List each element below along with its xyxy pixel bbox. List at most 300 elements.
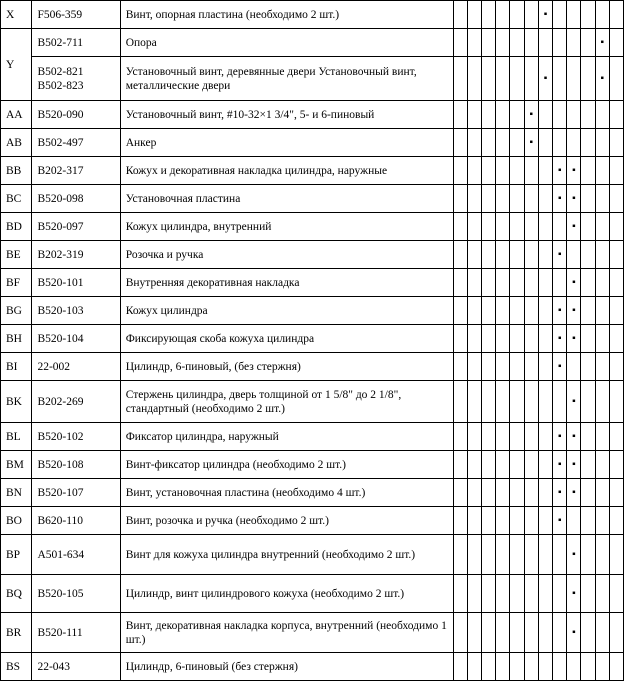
part-description: Розочка и ручка [120,241,453,269]
mark-cell [453,269,467,297]
mark-cell [567,353,581,381]
mark-cell [552,269,566,297]
mark-cell [524,575,538,613]
bullet-mark-icon: ▪ [557,458,562,470]
mark-cell [453,29,467,57]
bullet-mark-icon: ▪ [572,332,576,344]
mark-cell [467,185,481,213]
mark-cell [481,613,495,653]
mark-cell [567,57,581,101]
mark-cell [552,157,566,185]
item-letter: BR [1,613,32,653]
mark-cell [467,613,481,653]
mark-cell [510,535,524,575]
mark-cell [481,653,495,681]
mark-cell [481,535,495,575]
mark-cell [524,297,538,325]
mark-cell [609,423,623,451]
bullet-mark-icon: ▪ [572,164,576,176]
mark-cell [524,57,538,101]
mark-cell [609,101,623,129]
bullet-mark-icon: ▪ [529,108,534,120]
mark-cell [481,479,495,507]
part-code: B520-111 [32,613,120,653]
mark-cell [510,29,524,57]
mark-cell [595,57,609,101]
mark-cell [538,297,552,325]
mark-cell [552,57,566,101]
table-row [1,325,624,353]
mark-cell [453,157,467,185]
part-description: Кожух цилиндра [120,297,453,325]
mark-cell [581,451,595,479]
part-code: B520-101 [32,269,120,297]
mark-cell [481,101,495,129]
mark-cell [496,613,510,653]
mark-cell [524,479,538,507]
mark-cell [510,381,524,423]
part-description: Фиксирующая скоба кожуха цилиндра [120,325,453,353]
mark-cell [581,101,595,129]
mark-cell [510,507,524,535]
table-row [1,381,624,423]
item-letter: BE [1,241,32,269]
mark-cell [510,353,524,381]
part-code: B502-821 B502-823 [32,57,120,101]
table-row [1,535,624,575]
mark-cell [453,575,467,613]
table-row [1,297,624,325]
mark-cell [524,381,538,423]
bullet-mark-icon: ▪ [557,486,562,498]
mark-cell [453,535,467,575]
mark-cell [453,381,467,423]
bullet-mark-icon: ▪ [557,430,562,442]
item-letter: AB [1,129,32,157]
table-row [1,213,624,241]
bullet-mark-icon: ▪ [572,626,576,638]
mark-cell [538,129,552,157]
table-row [1,241,624,269]
mark-cell [595,575,609,613]
mark-cell [567,213,581,241]
mark-cell [552,423,566,451]
mark-cell [609,381,623,423]
mark-cell [609,185,623,213]
mark-cell [595,653,609,681]
mark-cell [496,653,510,681]
bullet-mark-icon: ▪ [557,248,562,260]
mark-cell [609,157,623,185]
item-letter: BF [1,269,32,297]
bullet-mark-icon: ▪ [572,486,576,498]
table-row [1,1,624,29]
mark-cell [567,129,581,157]
mark-cell [510,241,524,269]
mark-cell [496,297,510,325]
item-letter: BB [1,157,32,185]
mark-cell [567,185,581,213]
mark-cell [595,1,609,29]
mark-cell [552,535,566,575]
bullet-mark-icon: ▪ [572,220,576,232]
mark-cell [538,29,552,57]
mark-cell [567,575,581,613]
mark-cell [581,241,595,269]
mark-cell [552,507,566,535]
mark-cell [595,451,609,479]
mark-cell [552,575,566,613]
bullet-mark-icon: ▪ [557,304,562,316]
mark-cell [481,29,495,57]
table-row [1,101,624,129]
mark-cell [567,507,581,535]
mark-cell [510,325,524,353]
mark-cell [510,269,524,297]
part-description: Винт, розочка и ручка (необходимо 2 шт.) [120,507,453,535]
part-description: Кожух и декоративная накладка цилиндра, наружные [120,157,453,185]
mark-cell [453,325,467,353]
mark-cell [496,101,510,129]
mark-cell [538,653,552,681]
mark-cell [538,353,552,381]
table-row [1,613,624,653]
mark-cell [567,653,581,681]
item-letter: BG [1,297,32,325]
mark-cell [524,451,538,479]
mark-cell [481,381,495,423]
item-letter: X [1,1,32,29]
bullet-mark-icon: ▪ [572,192,576,204]
mark-cell [538,1,552,29]
mark-cell [453,451,467,479]
mark-cell [552,241,566,269]
mark-cell [567,535,581,575]
mark-cell [481,241,495,269]
mark-cell [467,535,481,575]
mark-cell [496,479,510,507]
mark-cell [538,479,552,507]
mark-cell [552,653,566,681]
mark-cell [552,129,566,157]
mark-cell [481,213,495,241]
mark-cell [510,213,524,241]
mark-cell [581,325,595,353]
item-letter: BN [1,479,32,507]
mark-cell [481,353,495,381]
mark-cell [581,185,595,213]
mark-cell [510,157,524,185]
mark-cell [552,297,566,325]
mark-cell [467,269,481,297]
mark-cell [496,57,510,101]
mark-cell [496,269,510,297]
mark-cell [581,213,595,241]
mark-cell [510,575,524,613]
mark-cell [581,1,595,29]
mark-cell [524,353,538,381]
mark-cell [524,185,538,213]
mark-cell [595,381,609,423]
mark-cell [552,185,566,213]
mark-cell [609,29,623,57]
mark-cell [595,535,609,575]
bullet-mark-icon: ▪ [557,514,562,526]
bullet-mark-icon: ▪ [543,8,548,20]
item-letter: BH [1,325,32,353]
mark-cell [467,297,481,325]
mark-cell [496,29,510,57]
mark-cell [538,269,552,297]
table-row [1,451,624,479]
mark-cell [552,101,566,129]
mark-cell [510,613,524,653]
mark-cell [595,157,609,185]
mark-cell [581,157,595,185]
mark-cell [524,423,538,451]
mark-cell [467,353,481,381]
mark-cell [481,157,495,185]
mark-cell [481,57,495,101]
mark-cell [496,213,510,241]
mark-cell [609,575,623,613]
mark-cell [467,423,481,451]
mark-cell [467,29,481,57]
mark-cell [481,269,495,297]
mark-cell [481,575,495,613]
mark-cell [496,241,510,269]
mark-cell [609,451,623,479]
mark-cell [552,29,566,57]
mark-cell [453,57,467,101]
item-letter: BO [1,507,32,535]
bullet-mark-icon: ▪ [572,548,576,560]
table-row [1,29,624,57]
mark-cell [581,129,595,157]
part-description: Винт для кожуха цилиндра внутренний (необходимо 2 шт.) [120,535,453,575]
mark-cell [481,325,495,353]
mark-cell [467,157,481,185]
part-code: B520-103 [32,297,120,325]
mark-cell [453,129,467,157]
mark-cell [453,185,467,213]
mark-cell [538,451,552,479]
part-code: B502-711 [32,29,120,57]
mark-cell [453,241,467,269]
mark-cell [609,353,623,381]
mark-cell [609,507,623,535]
mark-cell [567,451,581,479]
item-letter: BK [1,381,32,423]
part-code: B520-097 [32,213,120,241]
mark-cell [538,535,552,575]
mark-cell [524,157,538,185]
part-description: Анкер [120,129,453,157]
mark-cell [581,613,595,653]
mark-cell [510,57,524,101]
mark-cell [524,325,538,353]
part-description: Винт, декоративная накладка корпуса, внутренний (необходимо 1 шт.) [120,613,453,653]
table-row [1,129,624,157]
mark-cell [538,575,552,613]
part-description: Цилиндр, винт цилиндрового кожуха (необходимо 2 шт.) [120,575,453,613]
mark-cell [595,101,609,129]
mark-cell [453,297,467,325]
mark-cell [481,1,495,29]
mark-cell [567,1,581,29]
mark-cell [538,185,552,213]
mark-cell [524,613,538,653]
mark-cell [552,1,566,29]
part-code: 22-002 [32,353,120,381]
mark-cell [609,613,623,653]
bullet-mark-icon: ▪ [572,395,576,407]
table-row [1,57,624,101]
part-code: B620-110 [32,507,120,535]
mark-cell [467,101,481,129]
part-description: Винт-фиксатор цилиндра (необходимо 2 шт.) [120,451,453,479]
mark-cell [567,613,581,653]
part-code: B202-319 [32,241,120,269]
mark-cell [496,535,510,575]
mark-cell [481,451,495,479]
mark-cell [481,423,495,451]
mark-cell [510,653,524,681]
mark-cell [467,325,481,353]
mark-cell [524,129,538,157]
bullet-mark-icon: ▪ [557,332,562,344]
mark-cell [552,381,566,423]
mark-cell [538,157,552,185]
mark-cell [567,325,581,353]
mark-cell [595,507,609,535]
mark-cell [467,129,481,157]
mark-cell [609,653,623,681]
part-description: Опора [120,29,453,57]
mark-cell [581,423,595,451]
mark-cell [595,353,609,381]
mark-cell [609,325,623,353]
table-row [1,269,624,297]
part-code: B520-104 [32,325,120,353]
part-code: 22-043 [32,653,120,681]
mark-cell [481,297,495,325]
part-description: Фиксатор цилиндра, наружный [120,423,453,451]
table-row [1,423,624,451]
mark-cell [538,57,552,101]
mark-cell [496,129,510,157]
item-letter: BC [1,185,32,213]
mark-cell [538,101,552,129]
part-description: Внутренняя декоративная накладка [120,269,453,297]
mark-cell [496,157,510,185]
item-letter: BI [1,353,32,381]
mark-cell [567,101,581,129]
mark-cell [609,241,623,269]
mark-cell [524,101,538,129]
mark-cell [481,507,495,535]
mark-cell [524,269,538,297]
part-code: B202-317 [32,157,120,185]
item-letter: BS [1,653,32,681]
mark-cell [609,297,623,325]
bullet-mark-icon: ▪ [600,72,605,84]
mark-cell [453,1,467,29]
part-code: B502-497 [32,129,120,157]
mark-cell [467,507,481,535]
mark-cell [496,381,510,423]
mark-cell [538,613,552,653]
mark-cell [567,269,581,297]
mark-cell [524,507,538,535]
table-row [1,479,624,507]
part-code: B520-098 [32,185,120,213]
mark-cell [467,1,481,29]
mark-cell [496,451,510,479]
bullet-mark-icon: ▪ [600,36,605,48]
part-description: Винт, опорная пластина (необходимо 2 шт.) [120,1,453,29]
mark-cell [467,213,481,241]
mark-cell [481,185,495,213]
mark-cell [595,423,609,451]
item-letter: BP [1,535,32,575]
mark-cell [567,381,581,423]
mark-cell [496,353,510,381]
part-code: F506-359 [32,1,120,29]
mark-cell [453,653,467,681]
mark-cell [510,423,524,451]
mark-cell [567,29,581,57]
mark-cell [595,185,609,213]
mark-cell [538,381,552,423]
part-description: Установочный винт, деревянные двери Установочный винт, металлические двери [120,57,453,101]
table-row [1,653,624,681]
part-code: B520-108 [32,451,120,479]
mark-cell [595,613,609,653]
mark-cell [609,1,623,29]
item-letter: BD [1,213,32,241]
mark-cell [538,507,552,535]
mark-cell [510,451,524,479]
mark-cell [524,29,538,57]
mark-cell [595,241,609,269]
mark-cell [467,479,481,507]
bullet-mark-icon: ▪ [572,304,576,316]
mark-cell [581,653,595,681]
mark-cell [510,297,524,325]
mark-cell [581,575,595,613]
parts-table-body [1,1,624,681]
mark-cell [595,269,609,297]
item-letter: BM [1,451,32,479]
mark-cell [467,241,481,269]
mark-cell [581,381,595,423]
mark-cell [496,185,510,213]
mark-cell [567,479,581,507]
mark-cell [567,297,581,325]
mark-cell [538,241,552,269]
part-code: B520-105 [32,575,120,613]
table-row [1,575,624,613]
mark-cell [496,325,510,353]
mark-cell [510,185,524,213]
mark-cell [496,1,510,29]
mark-cell [581,353,595,381]
item-letter: BQ [1,575,32,613]
mark-cell [453,479,467,507]
part-description: Цилиндр, 6-пиновый, (без стержня) [120,353,453,381]
mark-cell [552,613,566,653]
